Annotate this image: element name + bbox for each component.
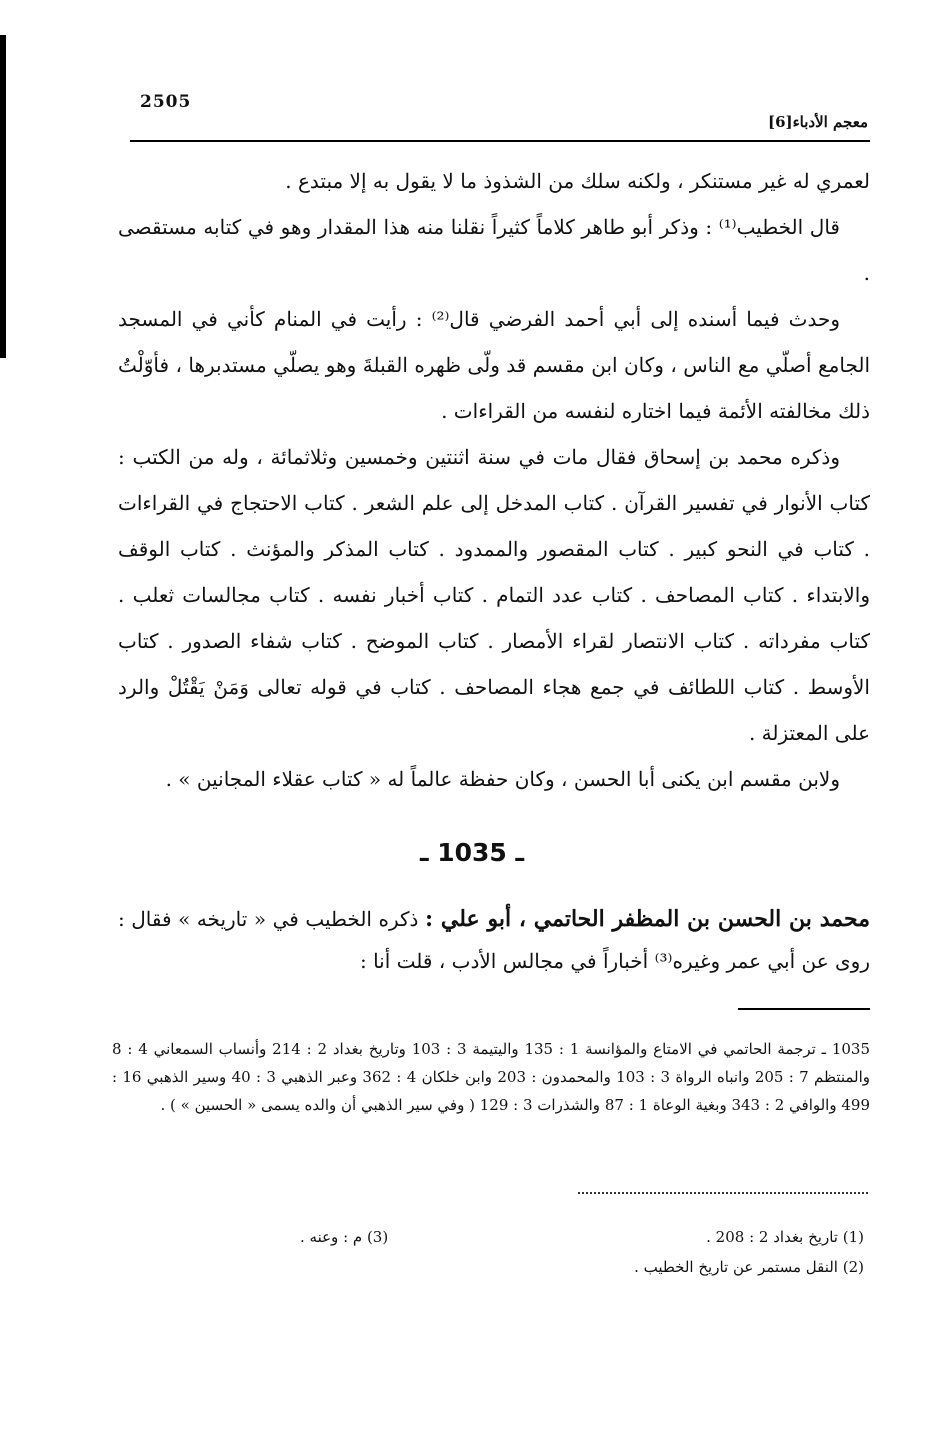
footnote-3: (3) م : وعنه . <box>300 1228 389 1246</box>
paragraph: وذكره محمد بن إسحاق فقال مات في سنة اثنتين وخمسين وثلاثمائة ، وله من الكتب : كتاب الأنوار في تفسير القرآن . كتاب المدخل إلى علم الشعر . كتاب الاحتجاج في القراءات . كتاب في النحو كبير . كتاب المقصور والممدود . كتاب المذكر والمؤنث . كتاب الوقف والابتداء . كتاب المصاحف . كتاب عدد التمام . كتاب أخبار نفسه . كتاب مجالسات ثعلب . كتاب مفرداته . كتاب الانتصار لقراء الأمصار . كتاب الموضح . كتاب شفاء الصدور . كتاب الأوسط . كتاب اللطائف في جمع هجاء المصاحف . كتاب في قوله تعالى وَمَنْ يَقْتُلْ والرد على المعتزلة . <box>118 445 870 745</box>
sources-note <box>112 1035 870 1119</box>
paragraph: وحدث فيما أسنده إلى أبي أحمد الفرضي قال⁽²⁾ : رأيت في المنام كأني في المسجد الجامع أصلّي مع الناس ، وكان ابن مقسم قد ولّى ظهره القبلةَ وهو يصلّي مستدبرها ، فأوّلْتُ ذلك مخالفته الأئمة فيما اختاره لنفسه من القراءات . <box>118 307 870 423</box>
paragraph: لعمري له غير مستنكر ، ولكنه سلك من الشذوذ ما لا يقول به إلا مبتدع . <box>285 169 870 193</box>
sources-line: 1035 ـ ترجمة الحاتمي في الامتاع والمؤانسة 1 : 135 واليتيمة 3 : 103 وتاريخ بغداد 2 : 214 وأنساب السمعاني 4 : 8 والمنتظم 7 : 205 وانباه الرواة 3 : 103 والمحمدون : 203 وابن خلكان 4 : 362 وعبر الذهبي 3 : 40 وسير الذهبي 16 : 499 والوافي 2 : 343 وبغية الوعاة 1 : 87 والشذرات 3 : 129 ( وفي سير الذهبي أن والده يسمى « الحسين » ) . <box>112 1040 871 1114</box>
notes-rule <box>738 1008 870 1010</box>
footnote-2: (2) النقل مستمر عن تاريخ الخطيب . <box>634 1258 864 1276</box>
footnotes-divider <box>578 1192 868 1194</box>
body-text <box>118 158 870 802</box>
footnote-row <box>300 1222 864 1252</box>
paragraph: قال الخطيب⁽¹⁾ : وذكر أبو طاهر كلاماً كثيراً نقلنا منه هذا المقدار وهو في كتابه مستقصى . <box>118 215 870 285</box>
entry-number: ـ 1035 ـ <box>419 838 525 867</box>
footnote-row <box>300 1252 864 1282</box>
entry-text <box>118 898 870 982</box>
header-rule <box>130 140 870 142</box>
scan-edge-bar <box>0 35 6 358</box>
entry-paragraph <box>118 898 870 982</box>
page-number: 2505 <box>140 92 192 112</box>
footnotes <box>300 1222 864 1282</box>
entry-body: ذكره الخطيب في « تاريخه » فقال : روى عن أبي عمر وغيره⁽³⁾ أخباراً في مجالس الأدب ، قلت أنا : <box>118 907 870 973</box>
footnote-1: (1) تاريخ بغداد 2 : 208 . <box>706 1228 864 1246</box>
paragraph: ولابن مقسم ابن يكنى أبا الحسن ، وكان حفظة عالماً له « كتاب عقلاء المجانين » . <box>165 767 840 791</box>
entry-name: محمد بن الحسن بن المظفر الحاتمي ، أبو علي : <box>424 906 870 932</box>
running-title: معجم الأدباء[6] <box>767 113 868 131</box>
